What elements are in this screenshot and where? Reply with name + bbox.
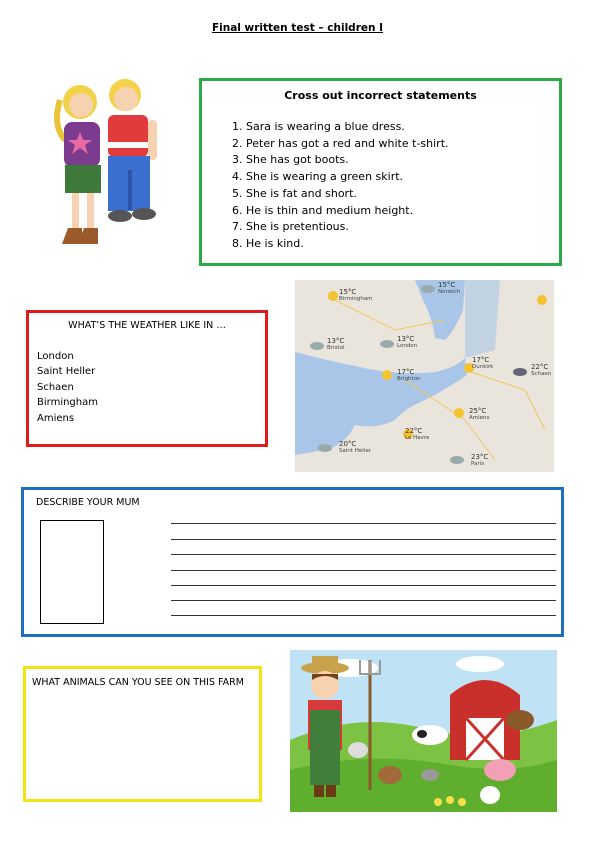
statement-item[interactable]: 4. She is wearing a green skirt.	[246, 169, 449, 186]
statement-item[interactable]: 2. Peter has got a red and white t-shirt.	[246, 136, 449, 153]
weather-box	[26, 310, 268, 447]
writing-line[interactable]	[171, 570, 556, 571]
writing-line[interactable]	[171, 554, 556, 555]
statements-heading: Cross out incorrect statements	[284, 89, 477, 102]
photo-frame[interactable]	[40, 520, 104, 624]
map-city-label: 15°C Birmingham	[339, 288, 373, 302]
farm-heading: WHAT ANIMALS CAN YOU SEE ON THIS FARM	[32, 677, 244, 688]
weather-heading: WHAT’S THE WEATHER LIKE IN …	[68, 320, 226, 331]
map-city-label: 15°C Norwich	[438, 281, 461, 295]
map-city-label: 13°C London	[397, 335, 418, 349]
city-item: Birmingham	[37, 397, 98, 409]
farm-box	[23, 666, 262, 802]
writing-line[interactable]	[171, 585, 556, 586]
writing-line[interactable]	[171, 539, 556, 540]
map-city-label: 22°C Le Havre	[405, 427, 430, 441]
city-item: London	[37, 351, 74, 362]
writing-line[interactable]	[171, 600, 556, 601]
map-city-label: 20°C Saint Helier	[339, 440, 372, 454]
map-city-label: 17°C Brighton	[397, 368, 421, 382]
statement-item[interactable]: 6. He is thin and medium height.	[246, 203, 449, 220]
writing-line[interactable]	[171, 523, 556, 524]
city-item: Saint Heller	[37, 366, 96, 378]
statement-item[interactable]: 1. Sara is wearing a blue dress.	[246, 119, 449, 136]
mum-box	[21, 487, 564, 637]
statement-item[interactable]: 3. She has got boots.	[246, 152, 449, 169]
statement-item[interactable]: 7. She is pretentious.	[246, 219, 449, 236]
statement-item[interactable]: 5. She is fat and short.	[246, 186, 449, 203]
mum-heading: DESCRIBE YOUR MUM	[36, 497, 140, 508]
weather-city-list	[37, 349, 98, 426]
map-background	[295, 280, 554, 472]
map-city-label: 17°C Dunkirk	[472, 356, 494, 370]
statement-item[interactable]: 8. He is kind.	[246, 236, 449, 253]
map-city-label: 25°C Amiens	[469, 407, 490, 421]
map-city-label: 22°C Schaen	[531, 363, 552, 377]
page-title: Final written test – children I	[211, 22, 384, 34]
statements-list	[228, 119, 449, 253]
writing-line[interactable]	[171, 615, 556, 616]
city-item: Amiens	[37, 412, 75, 424]
city-item: Schaen	[37, 381, 74, 393]
map-city-label: 23°C Paris	[471, 453, 489, 467]
children-illustration	[50, 70, 180, 255]
farm-illustration	[290, 650, 557, 812]
statements-box	[199, 78, 562, 266]
weather-map	[295, 280, 554, 472]
map-city-label: 13°C Bristol	[327, 337, 345, 351]
